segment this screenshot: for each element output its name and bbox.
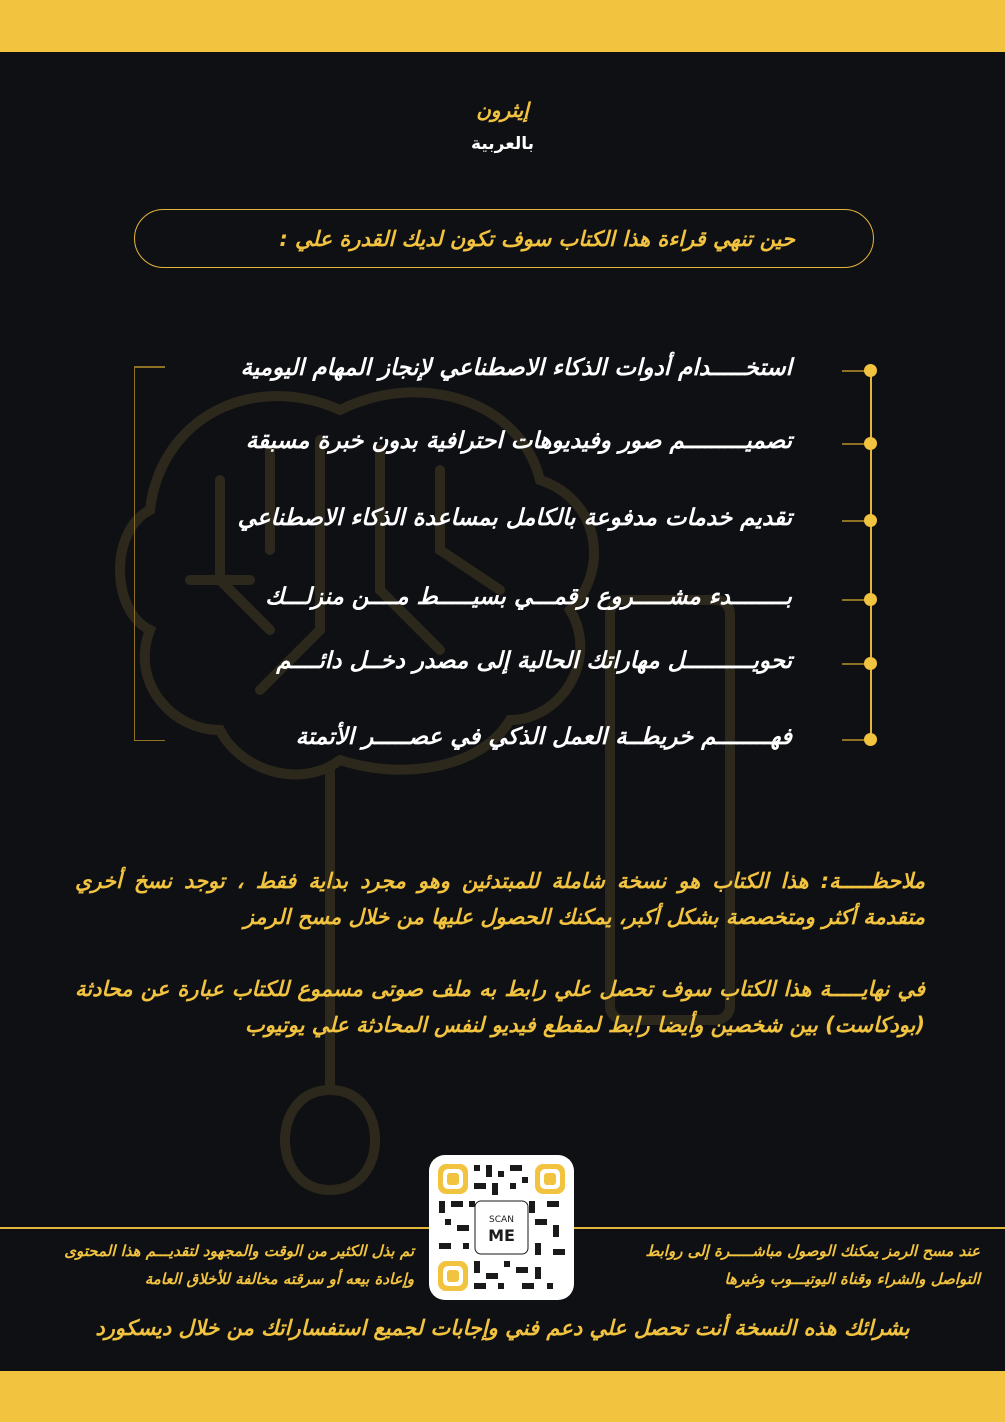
- top-band: [0, 0, 1005, 52]
- bullet-dot-icon: [864, 364, 877, 377]
- qr-me-label: ME: [488, 1226, 515, 1245]
- list-bracket: [134, 366, 165, 741]
- bullet-dot-icon: [864, 437, 877, 450]
- qr-instructions: عند مسح الرمز يمكنك الوصول مباشـــــرة إلى روابط التواصل والشراء وقناة اليوتيـــوب وغيرها: [645, 1242, 980, 1288]
- list-item-text: استخـــــدام أدوات الذكاء الاصطناعي لإنجاز المهام اليومية: [240, 355, 792, 381]
- support-footer: بشرائك هذه النسخة أنت تحصل علي دعم فني وإجابات لجميع استفساراتك من خلال ديسكورد: [95, 1316, 910, 1340]
- list-item-text: بــــــــدء مشـــــروع رقمـــي بسيـــــط مــــن منزلـــك: [265, 584, 792, 610]
- intro-box: [134, 209, 874, 268]
- qr-code[interactable]: [429, 1155, 574, 1300]
- qr-scan-label: SCAN: [489, 1215, 514, 1225]
- list-item-text: تحويــــــــــل مهاراتك الحالية إلى مصدر دخــل دائــــم: [276, 648, 792, 674]
- list-item: [150, 720, 862, 760]
- list-item: [150, 501, 862, 541]
- qr-code-graphic: [429, 1155, 574, 1300]
- intro-text: حين تنهي قراءة هذا الكتاب سوف تكون لديك القدرة علي :: [279, 226, 795, 251]
- bullet-dot-icon: [864, 593, 877, 606]
- brand-subtitle: بالعربية: [471, 134, 534, 154]
- list-item: [150, 351, 862, 391]
- bottom-band: [0, 1371, 1005, 1422]
- list-item-text: تقديم خدمات مدفوعة بالكامل بمساعدة الذكاء الاصطناعي: [237, 505, 792, 531]
- bullet-dot-icon: [864, 733, 877, 746]
- bullet-dot-icon: [864, 514, 877, 527]
- bullet-dot-icon: [864, 657, 877, 670]
- list-item: [150, 580, 862, 620]
- list-item: [150, 424, 862, 464]
- list-item: [150, 644, 862, 684]
- note-paragraph: ملاحظـــــة: هذا الكتاب هو نسخة شاملة للمبتدئين وهو مجرد بداية فقط ، توجد نسخ أخري متقدمة أكثر ومتخصصة بشكل أكبر، يمكنك الحصول عليها من خلال مسح الرمز: [75, 869, 925, 929]
- brand-name: إيثرون: [476, 98, 529, 122]
- timeline-rail: [870, 366, 872, 741]
- list-item-text: تصميـــــــــم صور وفيديوهات احترافية بدون خبرة مسبقة: [245, 428, 792, 454]
- copyright-note: تم بذل الكثير من الوقت والمجهود لتقديـــم هذا المحتوى وإعادة بيعه أو سرقته مخالفة للأخلاق العامة: [64, 1242, 414, 1288]
- list-item-text: فهــــــــم خريطــة العمل الذكي في عصـــــر الأتمتة: [295, 724, 792, 750]
- audio-paragraph: في نهايـــــة هذا الكتاب سوف تحصل علي رابط به ملف صوتى مسموع للكتاب عبارة عن محادثة (بودكاست) بين شخصين وأيضا رابط لمقطع فيديو لنفس المحادثة علي يوتيوب: [75, 977, 925, 1037]
